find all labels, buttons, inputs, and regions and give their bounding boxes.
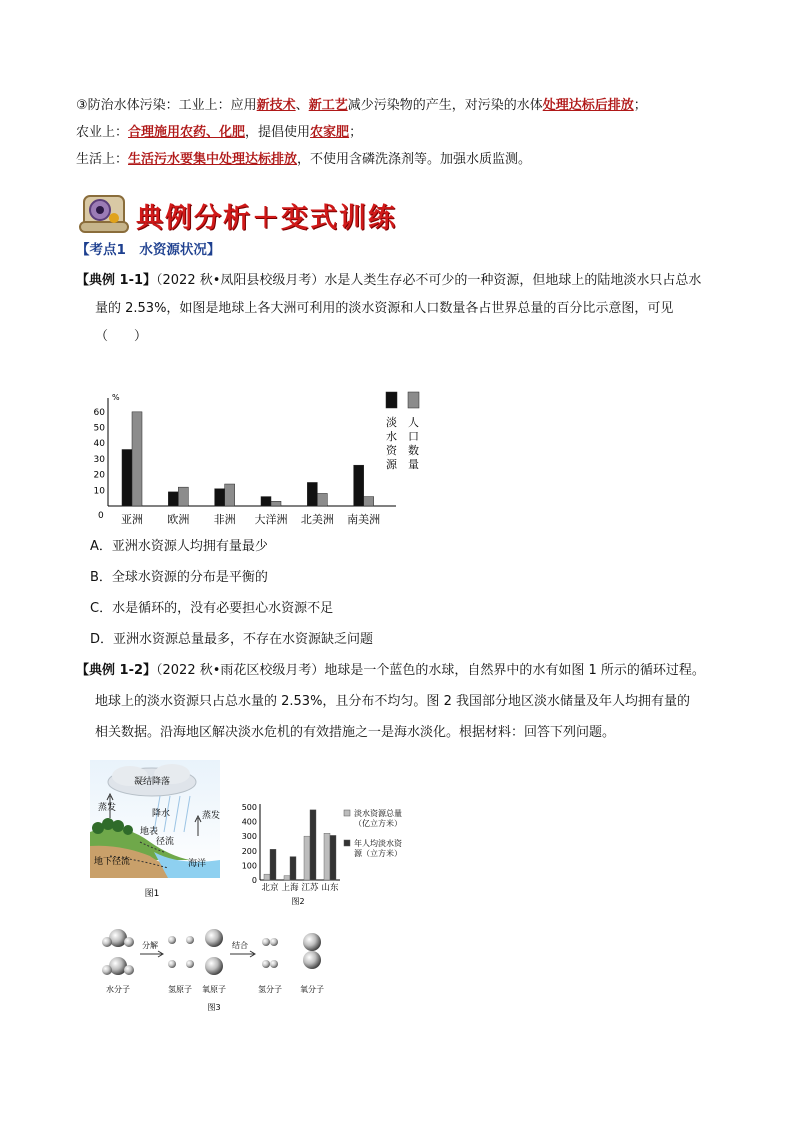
fig3-label: 氧分子 — [300, 985, 324, 994]
bar — [270, 849, 276, 880]
y-tick-label: 60 — [93, 407, 105, 418]
fig1-label: 海洋 — [188, 859, 207, 869]
legend-label — [354, 808, 402, 828]
option-d[interactable]: D．亚洲水资源总量最多，不存在水资源缺乏问题 — [90, 632, 374, 647]
x-tick-label: 亚洲 — [121, 513, 143, 526]
y-tick-label: 200 — [241, 846, 257, 856]
atoms-icon — [168, 929, 223, 975]
molecule-figure — [96, 924, 336, 1016]
text: （2022 秋•雨花区校级月考）地球是一个蓝色的水球，自然界中的水有如图 1 所示的循环过程。 — [156, 663, 705, 678]
x-tick-label: 江苏 — [301, 883, 319, 893]
legend-label — [386, 415, 398, 471]
x-tick-label: 北京 — [261, 883, 279, 893]
legend-char: 资 — [386, 444, 397, 457]
x-tick-label: 南美洲 — [347, 513, 381, 526]
fig1-label: 降水 — [152, 809, 171, 819]
option-b[interactable]: B．全球水资源的分布是平衡的 — [90, 570, 268, 585]
text: 生活上： — [76, 152, 129, 167]
example-tag: 【典例 1-1】 — [76, 273, 157, 288]
legend-char: 源 — [386, 458, 397, 471]
bar — [264, 874, 270, 880]
measure-line-agriculture — [76, 124, 362, 142]
option-a[interactable]: A．亚洲水资源人均拥有量最少 — [90, 539, 268, 554]
x-tick-label: 上海 — [281, 883, 299, 893]
fig3-label: 氢原子 — [168, 985, 192, 994]
example1-line3: （ ） — [95, 329, 148, 344]
bar — [168, 492, 178, 506]
bar — [317, 493, 327, 506]
legend-char: 口 — [408, 430, 419, 443]
water-cycle-figure — [90, 760, 220, 900]
bar — [132, 412, 142, 506]
bar — [122, 450, 132, 506]
fig3-caption: 图3 — [207, 1003, 221, 1012]
fig1-label: 地表 — [140, 827, 159, 837]
text: ； — [349, 125, 363, 140]
x-tick-label: 欧洲 — [167, 513, 190, 526]
y-tick-label: 500 — [241, 802, 257, 812]
continent-water-chart — [86, 388, 426, 528]
measure-line-industry — [76, 97, 647, 115]
legend-swatch — [344, 840, 350, 846]
fig1-label: 径流 — [156, 837, 175, 847]
bar — [364, 497, 374, 506]
arrow-label: 分解 — [142, 941, 158, 950]
y-tick-label: 300 — [241, 832, 257, 842]
bar — [178, 487, 188, 506]
water-molecule-icon — [102, 929, 134, 975]
legend-char: 淡 — [386, 416, 397, 429]
y-tick-label: 50 — [93, 423, 105, 434]
legend-char: 量 — [408, 458, 419, 471]
y-tick-label: 10 — [93, 486, 105, 497]
legend-line: 淡水资源总量 — [354, 809, 402, 818]
text: ，不使用含磷洗涤剂等。加强水质监测。 — [297, 152, 532, 167]
legend-line: （亿立方米） — [354, 819, 402, 828]
x-tick-label: 北美洲 — [300, 513, 334, 526]
y-tick-label: 20 — [93, 470, 105, 481]
text: 、 — [295, 98, 309, 113]
keyword: 新工艺 — [308, 98, 348, 113]
legend-swatch — [386, 392, 397, 408]
y-tick-label: 30 — [93, 454, 105, 465]
text: ； — [633, 98, 647, 113]
bar — [310, 810, 316, 880]
bar — [324, 833, 330, 880]
fig3-label: 水分子 — [106, 985, 130, 994]
example2-line1 — [76, 662, 705, 680]
keyword: 合理施用农药、化肥 — [128, 125, 246, 140]
option-c[interactable]: C．水是循环的，没有必要担心水资源不足 — [90, 601, 334, 616]
legend-char: 水 — [386, 430, 397, 443]
fig1-label: 蒸发 — [98, 803, 117, 813]
x-tick-label: 山东 — [321, 883, 339, 893]
fig1-label: 地下径流 — [94, 857, 131, 867]
y-tick-label: 0 — [251, 876, 257, 885]
text: ，提倡使用 — [245, 125, 311, 140]
fig1-label: 蒸发 — [202, 811, 220, 821]
product-molecules-icon — [262, 933, 321, 969]
legend-swatch — [344, 810, 350, 816]
fig1-label: 凝结降落 — [133, 777, 171, 787]
bar — [284, 876, 290, 880]
y-tick-label: 100 — [241, 861, 257, 871]
fig3-label: 氧原子 — [202, 985, 226, 994]
y-tick-label: 0 — [98, 511, 104, 521]
bar — [290, 857, 296, 880]
example1-line2: 量的 2.53%，如图是地球上各大洲可利用的淡水资源和人口数量各占世界总量的百分比示意图，可见 — [95, 301, 674, 316]
y-axis-unit: % — [112, 393, 120, 402]
example2-line3: 相关数据。沿海地区解决淡水危机的有效措施之一是海水淡化。根据材料：回答下列问题。 — [95, 725, 616, 740]
text: 农业上： — [76, 125, 129, 140]
legend-char: 人 — [408, 416, 419, 429]
bar — [225, 484, 235, 506]
keyword: 新技术 — [256, 98, 296, 113]
text: ③防治水体污染：工业上：应用 — [76, 98, 257, 113]
fig1-caption: 图1 — [144, 889, 160, 899]
keyword: 农家肥 — [310, 125, 350, 140]
banner-title: 典例分析＋变式训练 — [136, 203, 397, 234]
scroll-eye-icon — [76, 190, 136, 238]
keyword: 生活污水要集中处理达标排放 — [128, 152, 298, 167]
example-tag: 【典例 1-2】 — [76, 663, 157, 678]
x-tick-label: 大洋洲 — [254, 513, 288, 526]
measure-line-life — [76, 151, 531, 169]
keyword: 处理达标后排放 — [542, 98, 634, 113]
text: 减少污染物的产生，对污染的水体 — [347, 98, 543, 113]
example2-line2: 地球上的淡水资源只占总水量的 2.53%，且分布不均匀。图 2 我国部分地区淡水储量及年人均拥有量的 — [95, 694, 690, 709]
bar — [271, 501, 281, 506]
legend-char: 数 — [408, 444, 419, 457]
bar — [304, 836, 310, 880]
arrow-label: 结合 — [232, 941, 248, 950]
legend-line: 源（立方米） — [354, 849, 402, 858]
example1-line1 — [76, 272, 701, 290]
y-tick-label: 40 — [93, 439, 105, 450]
region-water-chart — [236, 796, 426, 908]
legend-label — [354, 838, 403, 858]
legend-label — [408, 416, 419, 471]
fig3-label: 氢分子 — [258, 985, 282, 994]
x-tick-label: 非洲 — [213, 513, 236, 526]
bar — [215, 489, 225, 506]
bar — [330, 835, 336, 880]
legend-swatch — [408, 392, 419, 408]
bar — [354, 465, 364, 506]
chart-caption: 图2 — [291, 897, 305, 906]
legend-line: 年人均淡水资 — [354, 839, 402, 848]
bar — [261, 497, 271, 506]
y-tick-label: 400 — [241, 817, 257, 827]
bar — [307, 482, 317, 506]
kaodian-heading: 【考点1 水资源状况】 — [76, 242, 221, 258]
text: （2022 秋•凤阳县校级月考）水是人类生存必不可少的一种资源，但地球上的陆地淡水只占总水 — [156, 273, 702, 288]
